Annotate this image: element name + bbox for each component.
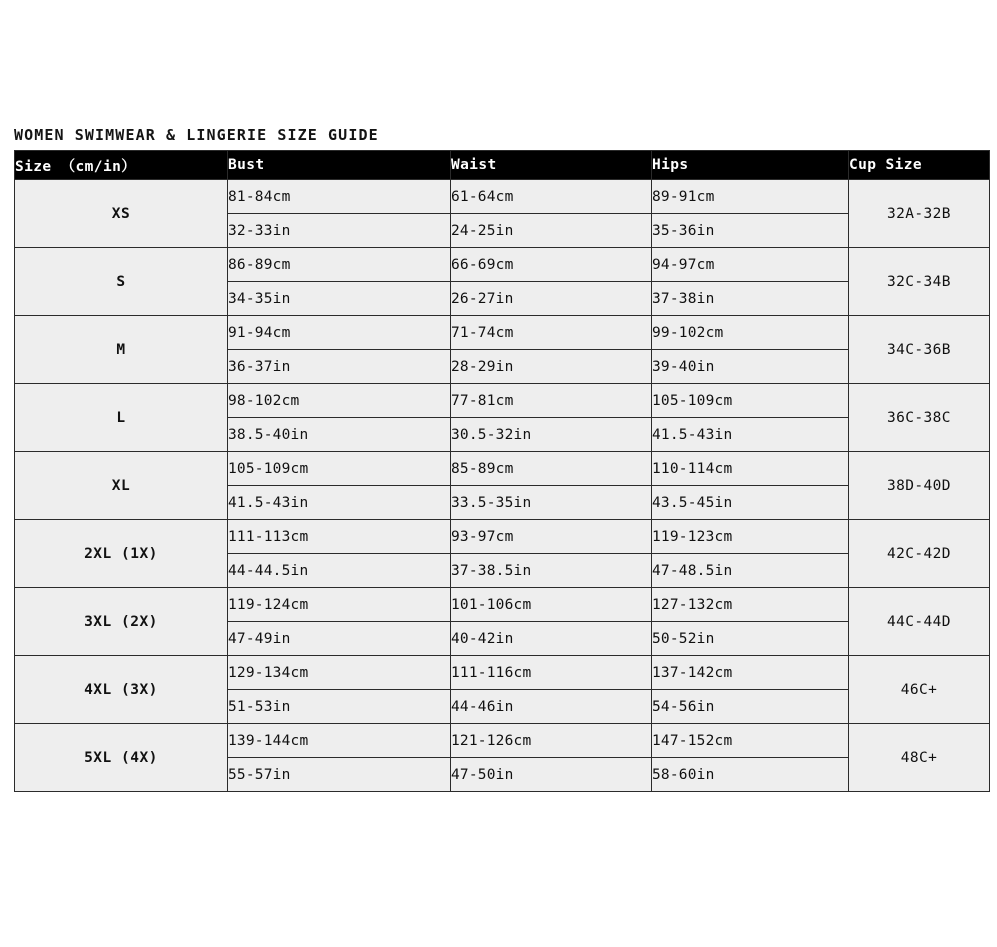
table-row (15, 520, 990, 554)
cell-waist-in: 26-27in (451, 282, 652, 316)
table-row (15, 724, 990, 758)
cell-hips-in: 47-48.5in (652, 554, 849, 588)
cell-bust-in: 38.5-40in (228, 418, 451, 452)
table-row (15, 452, 990, 486)
cell-cup-size: 32C-34B (849, 248, 990, 316)
table-row (15, 316, 990, 350)
cell-size: 5XL (4X) (15, 724, 228, 792)
cell-hips-cm: 94-97cm (652, 248, 849, 282)
cell-bust-cm: 129-134cm (228, 656, 451, 690)
cell-bust-cm: 91-94cm (228, 316, 451, 350)
cell-bust-in: 51-53in (228, 690, 451, 724)
table-row (15, 248, 990, 282)
cell-bust-cm: 86-89cm (228, 248, 451, 282)
cell-hips-in: 37-38in (652, 282, 849, 316)
cell-size: S (15, 248, 228, 316)
cell-hips-cm: 137-142cm (652, 656, 849, 690)
table-header-row (15, 151, 990, 180)
cell-waist-cm: 101-106cm (451, 588, 652, 622)
cell-cup-size: 46C+ (849, 656, 990, 724)
cell-waist-cm: 61-64cm (451, 180, 652, 214)
cell-waist-in: 33.5-35in (451, 486, 652, 520)
cell-waist-in: 24-25in (451, 214, 652, 248)
table-row (15, 656, 990, 690)
cell-size: M (15, 316, 228, 384)
cell-hips-in: 50-52in (652, 622, 849, 656)
cell-hips-cm: 127-132cm (652, 588, 849, 622)
table-row (15, 384, 990, 418)
cell-bust-in: 47-49in (228, 622, 451, 656)
column-header-hips: Hips (652, 151, 849, 180)
cell-bust-cm: 105-109cm (228, 452, 451, 486)
table-body (15, 180, 990, 792)
cell-size: L (15, 384, 228, 452)
cell-hips-in: 54-56in (652, 690, 849, 724)
cell-cup-size: 34C-36B (849, 316, 990, 384)
cell-hips-in: 35-36in (652, 214, 849, 248)
cell-size: 4XL (3X) (15, 656, 228, 724)
cell-bust-in: 36-37in (228, 350, 451, 384)
cell-waist-cm: 85-89cm (451, 452, 652, 486)
cell-bust-in: 32-33in (228, 214, 451, 248)
cell-bust-cm: 119-124cm (228, 588, 451, 622)
cell-hips-cm: 89-91cm (652, 180, 849, 214)
cell-bust-cm: 139-144cm (228, 724, 451, 758)
table-header (15, 151, 990, 180)
cell-cup-size: 32A-32B (849, 180, 990, 248)
cell-hips-in: 58-60in (652, 758, 849, 792)
column-header-waist: Waist (451, 151, 652, 180)
cell-cup-size: 36C-38C (849, 384, 990, 452)
cell-hips-cm: 147-152cm (652, 724, 849, 758)
cell-bust-cm: 111-113cm (228, 520, 451, 554)
cell-size: 3XL (2X) (15, 588, 228, 656)
size-chart-table (14, 150, 990, 792)
cell-waist-cm: 77-81cm (451, 384, 652, 418)
cell-cup-size: 48C+ (849, 724, 990, 792)
table-row (15, 180, 990, 214)
page-title: WOMEN SWIMWEAR & LINGERIE SIZE GUIDE (14, 126, 379, 144)
cell-waist-cm: 93-97cm (451, 520, 652, 554)
cell-waist-cm: 121-126cm (451, 724, 652, 758)
cell-hips-in: 41.5-43in (652, 418, 849, 452)
cell-waist-in: 30.5-32in (451, 418, 652, 452)
size-chart-container (14, 150, 984, 792)
cell-hips-cm: 110-114cm (652, 452, 849, 486)
cell-bust-in: 44-44.5in (228, 554, 451, 588)
cell-bust-cm: 98-102cm (228, 384, 451, 418)
cell-size: 2XL (1X) (15, 520, 228, 588)
column-header-size: Size （cm/in） (15, 151, 228, 180)
cell-size: XS (15, 180, 228, 248)
cell-waist-in: 37-38.5in (451, 554, 652, 588)
cell-bust-in: 34-35in (228, 282, 451, 316)
cell-bust-in: 41.5-43in (228, 486, 451, 520)
cell-bust-in: 55-57in (228, 758, 451, 792)
cell-hips-cm: 105-109cm (652, 384, 849, 418)
cell-hips-cm: 99-102cm (652, 316, 849, 350)
cell-bust-cm: 81-84cm (228, 180, 451, 214)
table-row (15, 588, 990, 622)
cell-cup-size: 42C-42D (849, 520, 990, 588)
cell-waist-cm: 71-74cm (451, 316, 652, 350)
column-header-bust: Bust (228, 151, 451, 180)
cell-cup-size: 44C-44D (849, 588, 990, 656)
cell-size: XL (15, 452, 228, 520)
cell-hips-in: 39-40in (652, 350, 849, 384)
cell-hips-cm: 119-123cm (652, 520, 849, 554)
column-header-cup-size: Cup Size (849, 151, 990, 180)
cell-waist-in: 44-46in (451, 690, 652, 724)
cell-waist-cm: 66-69cm (451, 248, 652, 282)
cell-waist-in: 47-50in (451, 758, 652, 792)
cell-waist-cm: 111-116cm (451, 656, 652, 690)
cell-waist-in: 40-42in (451, 622, 652, 656)
cell-hips-in: 43.5-45in (652, 486, 849, 520)
cell-cup-size: 38D-40D (849, 452, 990, 520)
cell-waist-in: 28-29in (451, 350, 652, 384)
